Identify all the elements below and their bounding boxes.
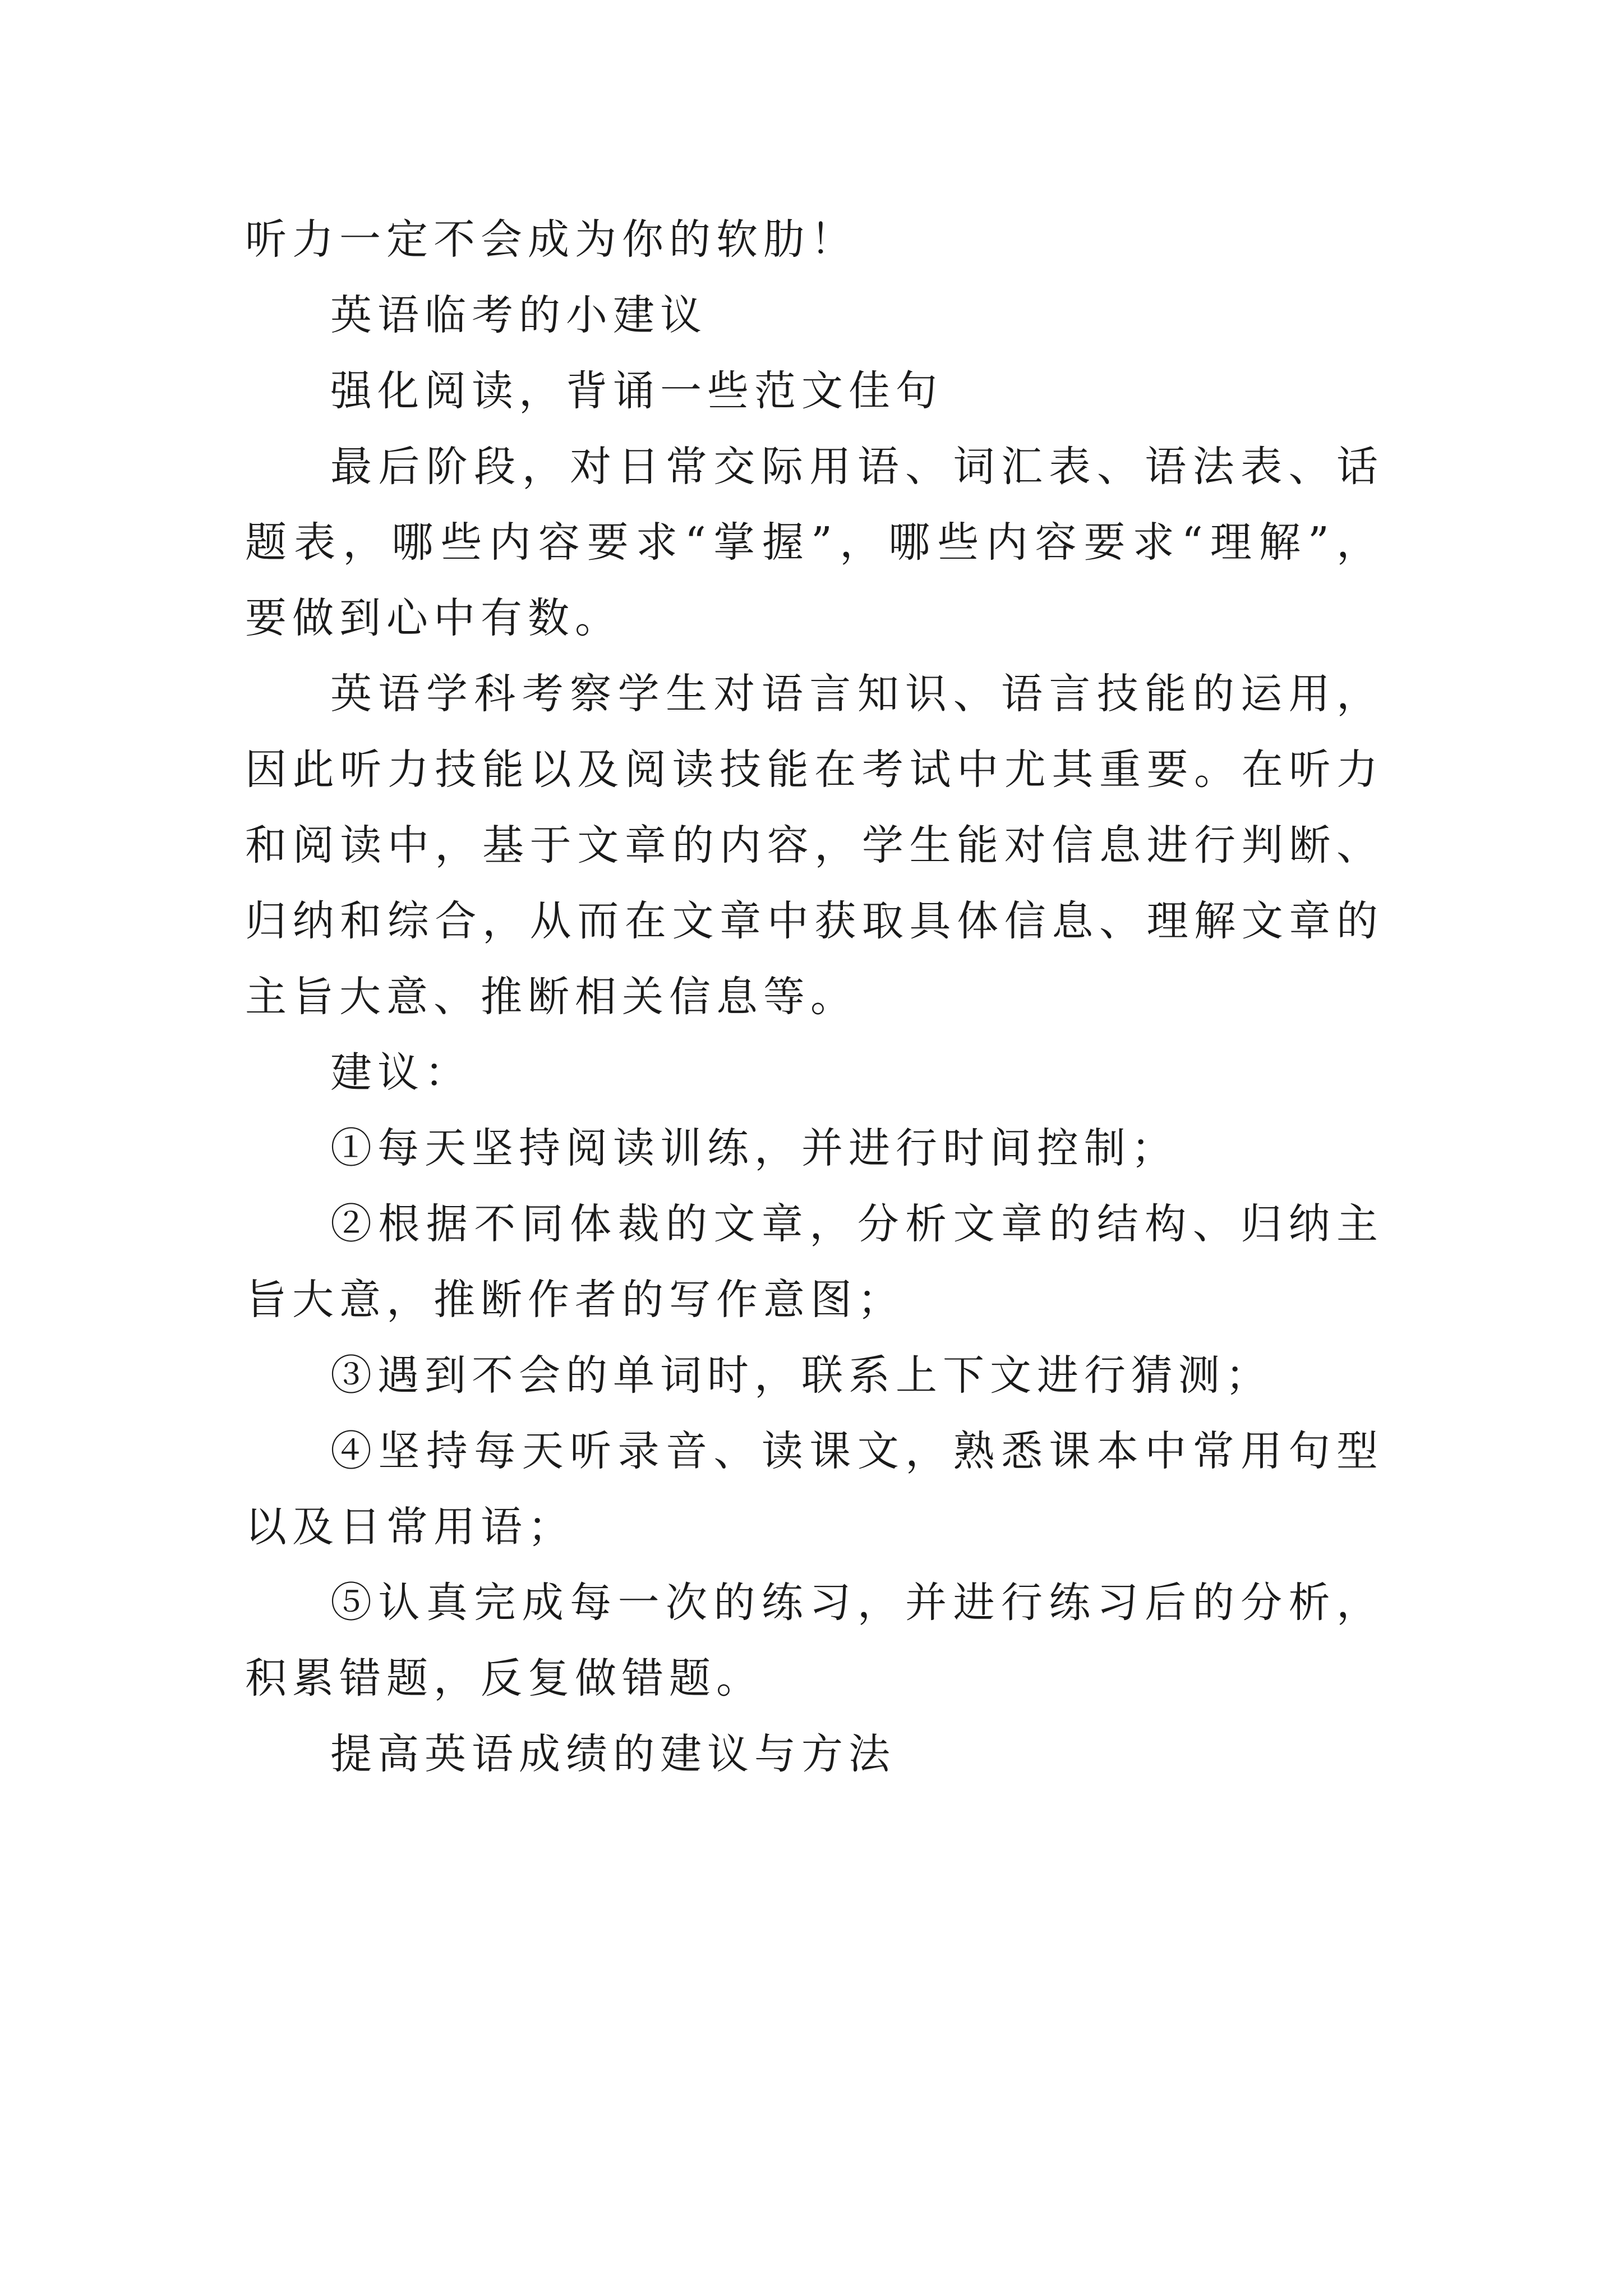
list-item: ⑤认真完成每一次的练习，并进行练习后的分析，积累错题，反复做错题。 — [245, 1579, 1384, 1703]
paragraph: 英语学科考察学生对语言知识、语言技能的运用，因此听力技能以及阅读技能在考试中尤其重要。在听力和阅读中，基于文章的内容，学生能对信息进行判断、归纳和综合，从而在文章中获取具体信息、理解文章的主旨大意、推断相关信息等。 — [245, 670, 1384, 1021]
paragraph: 最后阶段，对日常交际用语、词汇表、语法表、话题表，哪些内容要求“掌握”，哪些内容要求“理解”，要做到心中有数。 — [245, 443, 1384, 642]
paragraph: 听力一定不会成为你的软肋！ — [245, 215, 857, 264]
section-subheading: 强化阅读，背诵一些范文佳句 — [330, 367, 943, 415]
list-item: ①每天坚持阅读训练，并进行时间控制； — [330, 1124, 1178, 1172]
list-heading: 建议： — [330, 1048, 472, 1097]
list-item: ③遇到不会的单词时，联系上下文进行猜测； — [330, 1351, 1272, 1400]
document-body — [245, 202, 1384, 1792]
list-item: ④坚持每天听录音、读课文，熟悉课本中常用句型以及日常用语； — [245, 1427, 1384, 1551]
section-heading: 英语临考的小建议 — [330, 291, 707, 339]
list-item: ②根据不同体裁的文章，分析文章的结构、归纳主旨大意，推断作者的写作意图； — [245, 1200, 1384, 1324]
section-heading: 提高英语成绩的建议与方法 — [330, 1730, 896, 1778]
